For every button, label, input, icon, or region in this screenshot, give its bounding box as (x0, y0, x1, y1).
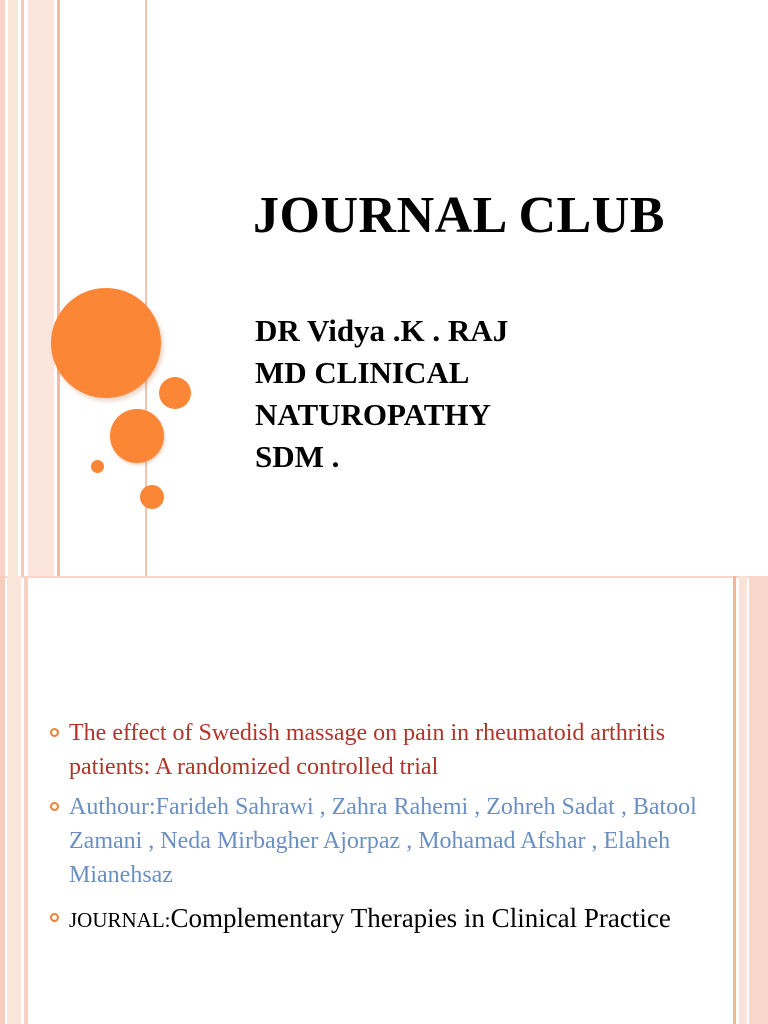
decorative-stripe (739, 576, 747, 1024)
decorative-circle-small (140, 485, 164, 509)
presenter-specialty: NATUROPATHY (255, 397, 491, 432)
presenter-institution: SDM . (255, 439, 340, 474)
article-title: The effect of Swedish massage on pain in rheumatoid arthritis patients: A randomized controlled trial (69, 720, 666, 780)
decorative-circle-tiny (91, 460, 104, 473)
decorative-circle-small (159, 377, 191, 409)
article-bullet-list (46, 716, 726, 944)
decorative-stripe (7, 576, 21, 1024)
decorative-stripe (0, 0, 5, 576)
decorative-stripe (0, 576, 5, 1024)
decorative-stripe (24, 576, 28, 1024)
presenter-degree: MD CLINICAL (255, 355, 470, 390)
decorative-stripe (749, 576, 768, 1024)
decorative-stripe (8, 0, 18, 576)
slide-title-text: JOURNAL CLUB (253, 187, 665, 244)
ring-bullet-icon (50, 913, 59, 922)
journal-label: JOURNAL: (69, 908, 171, 932)
decorative-stripe (733, 576, 736, 1024)
article-title-item (46, 716, 726, 784)
ring-bullet-icon (50, 728, 59, 737)
article-journal-item (46, 898, 726, 938)
decorative-circle-medium (110, 409, 164, 463)
decorative-stripe (28, 0, 54, 576)
presenter-name: DR Vidya .K . RAJ (255, 313, 509, 348)
decorative-stripe (57, 0, 60, 576)
journal-name: Complementary Therapies in Clinical Practice (170, 903, 671, 933)
decorative-circle-large (51, 288, 161, 398)
slide-article-details (0, 576, 768, 1024)
article-authors-item (46, 790, 726, 892)
decorative-stripe (21, 0, 24, 576)
article-authors: Authour:Farideh Sahrawi , Zahra Rahemi , Zohreh Sadat , Batool Zamani , Neda Mirbagher Ajorpaz , Mohamad Afshar , Elaheh Mianehsaz (69, 794, 697, 888)
presenter-block (255, 310, 735, 478)
decorative-bar (0, 576, 768, 578)
ring-bullet-icon (50, 802, 59, 811)
